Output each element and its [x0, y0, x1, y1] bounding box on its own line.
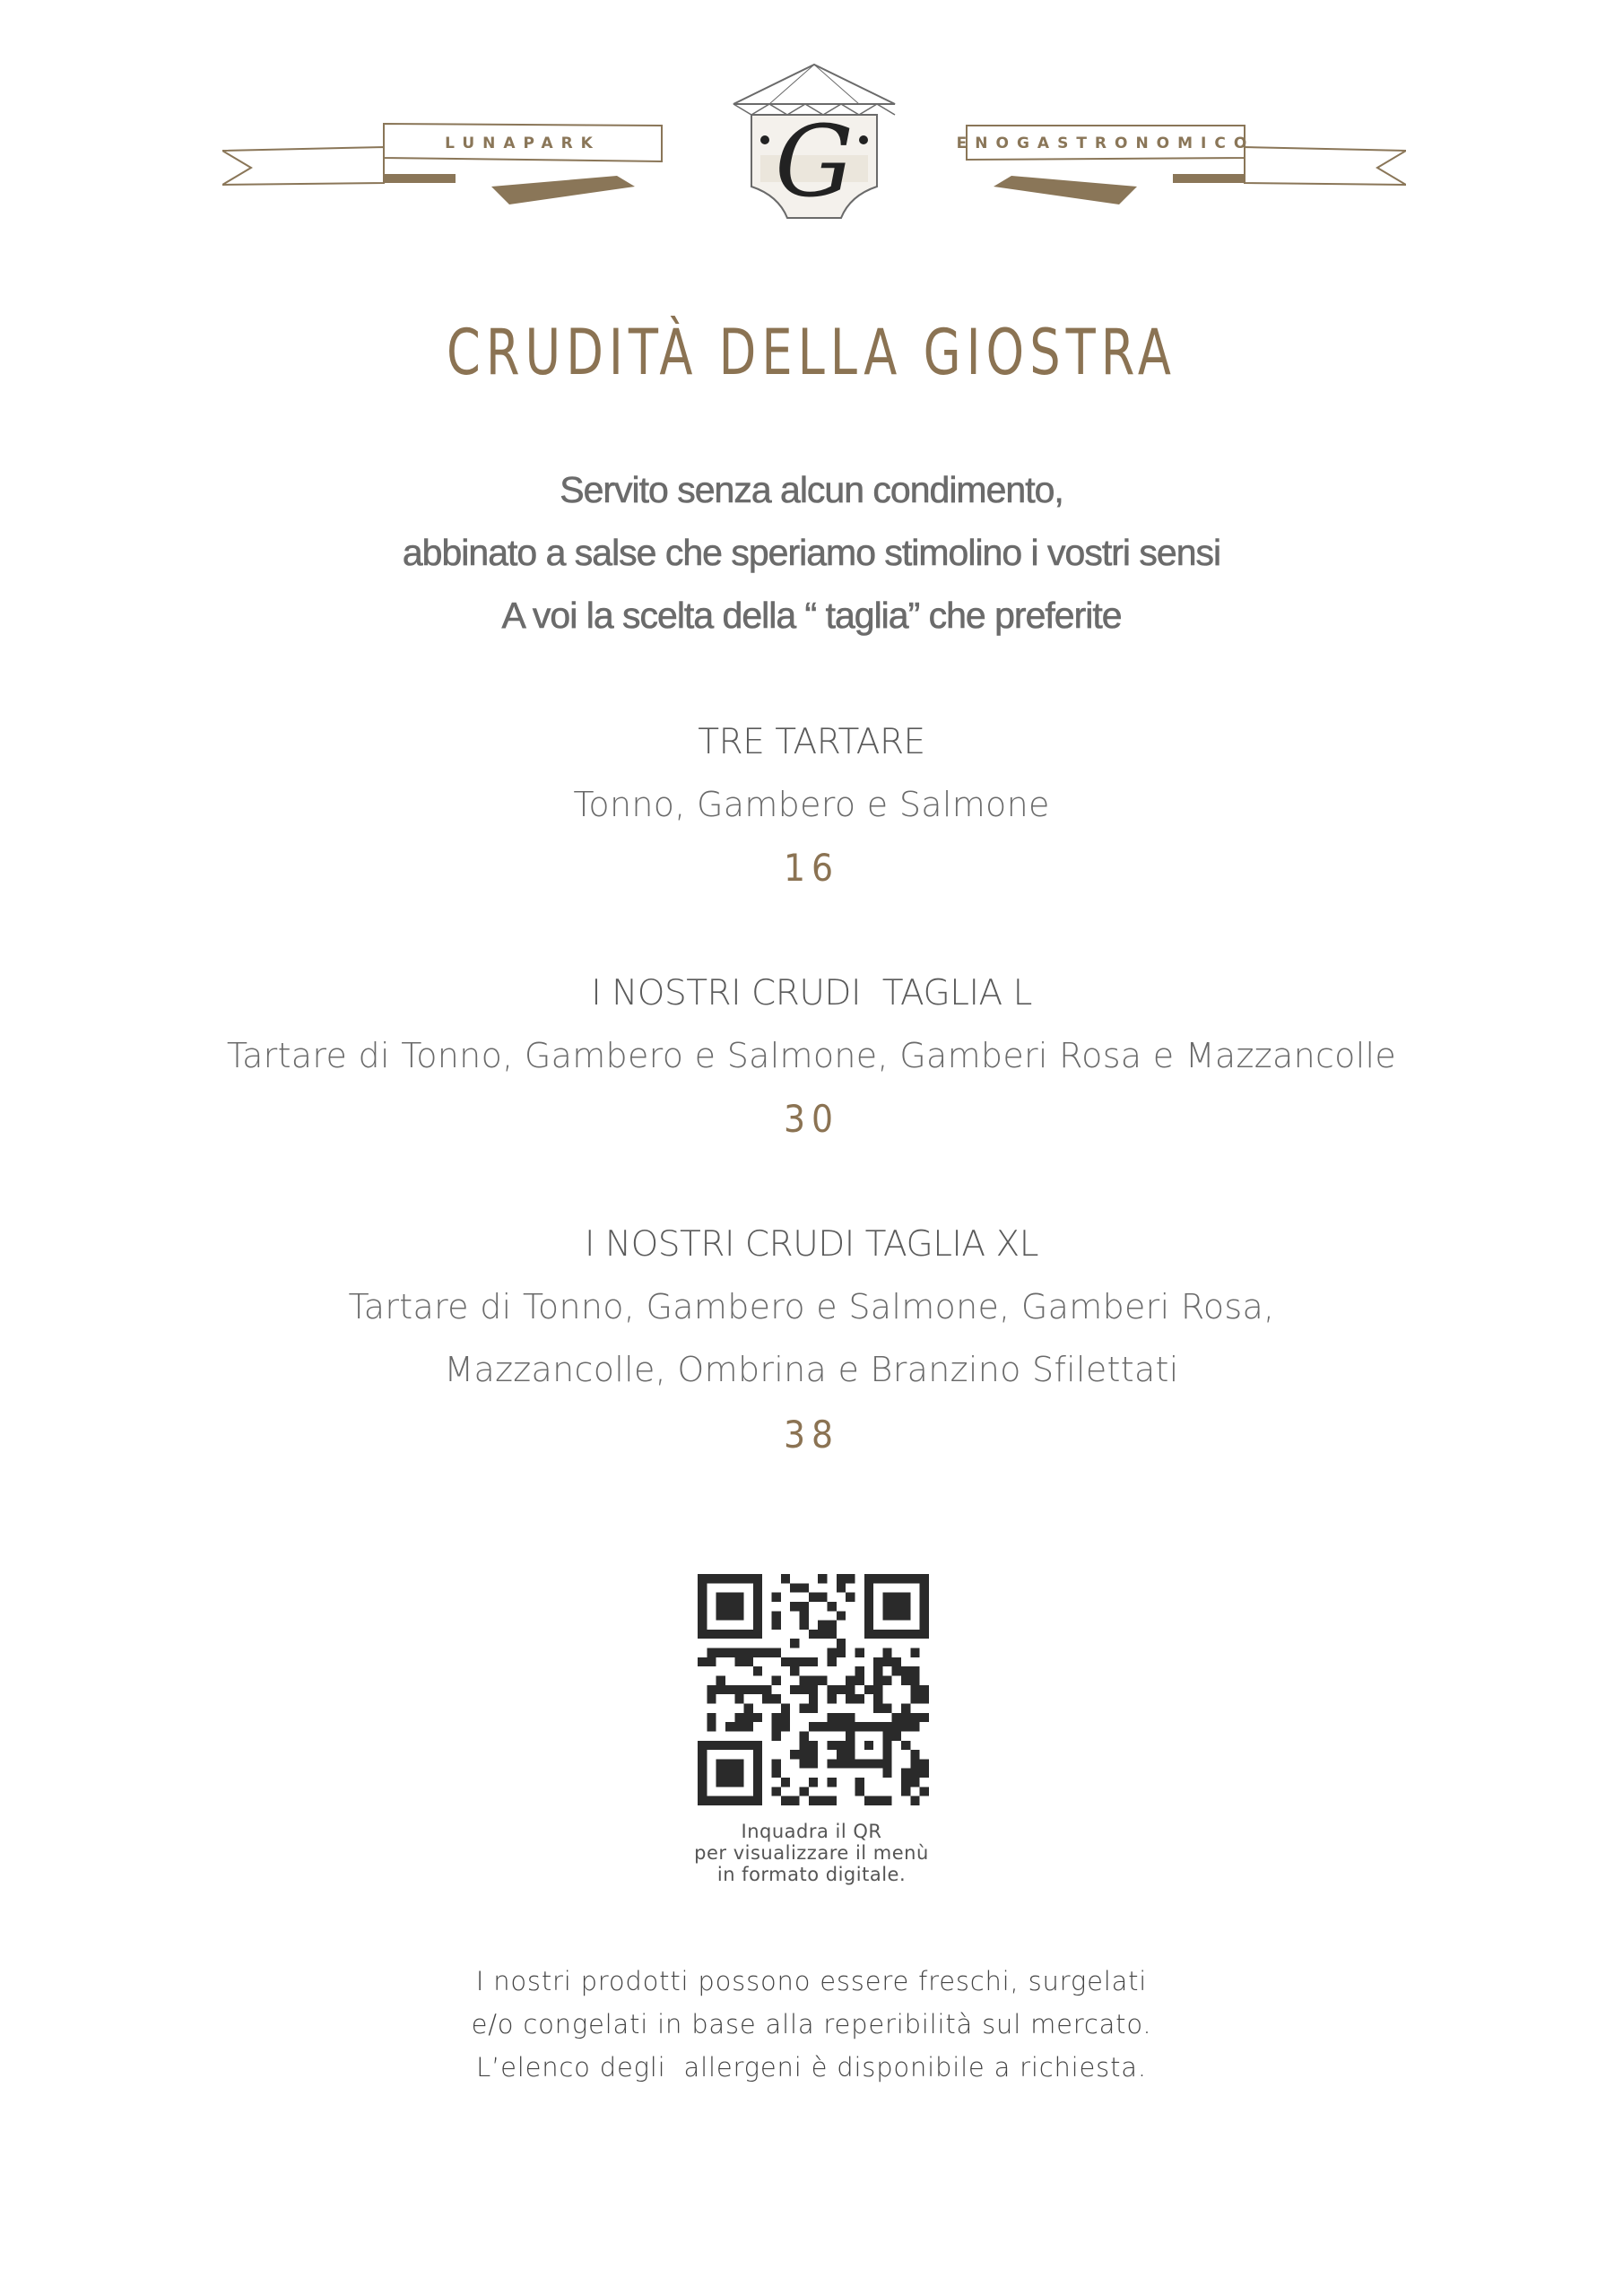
ribbon-left-label: LUNAPARK	[445, 135, 601, 152]
footer-note: L’elenco degli allergeni è disponibile a richiesta.	[476, 2052, 1147, 2083]
menu-item-name: TRE TARTARE	[698, 722, 925, 762]
menu-item-name: I NOSTRI CRUDI TAGLIA XL	[585, 1224, 1038, 1265]
footer-note: e/o congelati in base alla reperibilità sul mercato.	[471, 2009, 1152, 2039]
menu-item-description: Tartare di Tonno, Gambero e Salmone, Gamberi Rosa,	[348, 1287, 1275, 1326]
qr-caption: in formato digitale.	[716, 1864, 907, 1885]
intro-line: A voi la scelta della “ taglia” che preferite	[501, 595, 1122, 636]
qr-code[interactable]	[698, 1574, 929, 1805]
ribbon-right-label: ENOGASTRONOMICO	[956, 135, 1255, 152]
menu-item-price: 30	[783, 1097, 840, 1141]
menu-item-price: 16	[783, 846, 840, 890]
page-title: CRUDITÀ DELLA GIOSTRA	[447, 316, 1176, 389]
menu-item-name: I NOSTRI CRUDI TAGLIA L	[591, 973, 1032, 1013]
qr-caption: per visualizzare il menù	[694, 1842, 929, 1864]
footer-note: I nostri prodotti possono essere freschi, surgelati	[475, 1966, 1148, 1996]
menu-item-description: Tonno, Gambero e Salmone	[573, 785, 1050, 824]
monogram-g: G	[775, 104, 854, 219]
menu-item-description: Tartare di Tonno, Gambero e Salmone, Gamberi Rosa e Mazzancolle	[226, 1036, 1397, 1075]
menu-item-description: Mazzancolle, Ombrina e Branzino Sfilettati	[444, 1350, 1179, 1389]
lunapark-logo	[222, 61, 1406, 231]
intro-line: abbinato a salse che speriamo stimolino i vostri sensi	[402, 532, 1221, 573]
intro-line: Servito senza alcun condimento,	[560, 469, 1063, 510]
menu-item-price: 38	[783, 1413, 840, 1457]
qr-caption: Inquadra il QR	[741, 1821, 882, 1842]
